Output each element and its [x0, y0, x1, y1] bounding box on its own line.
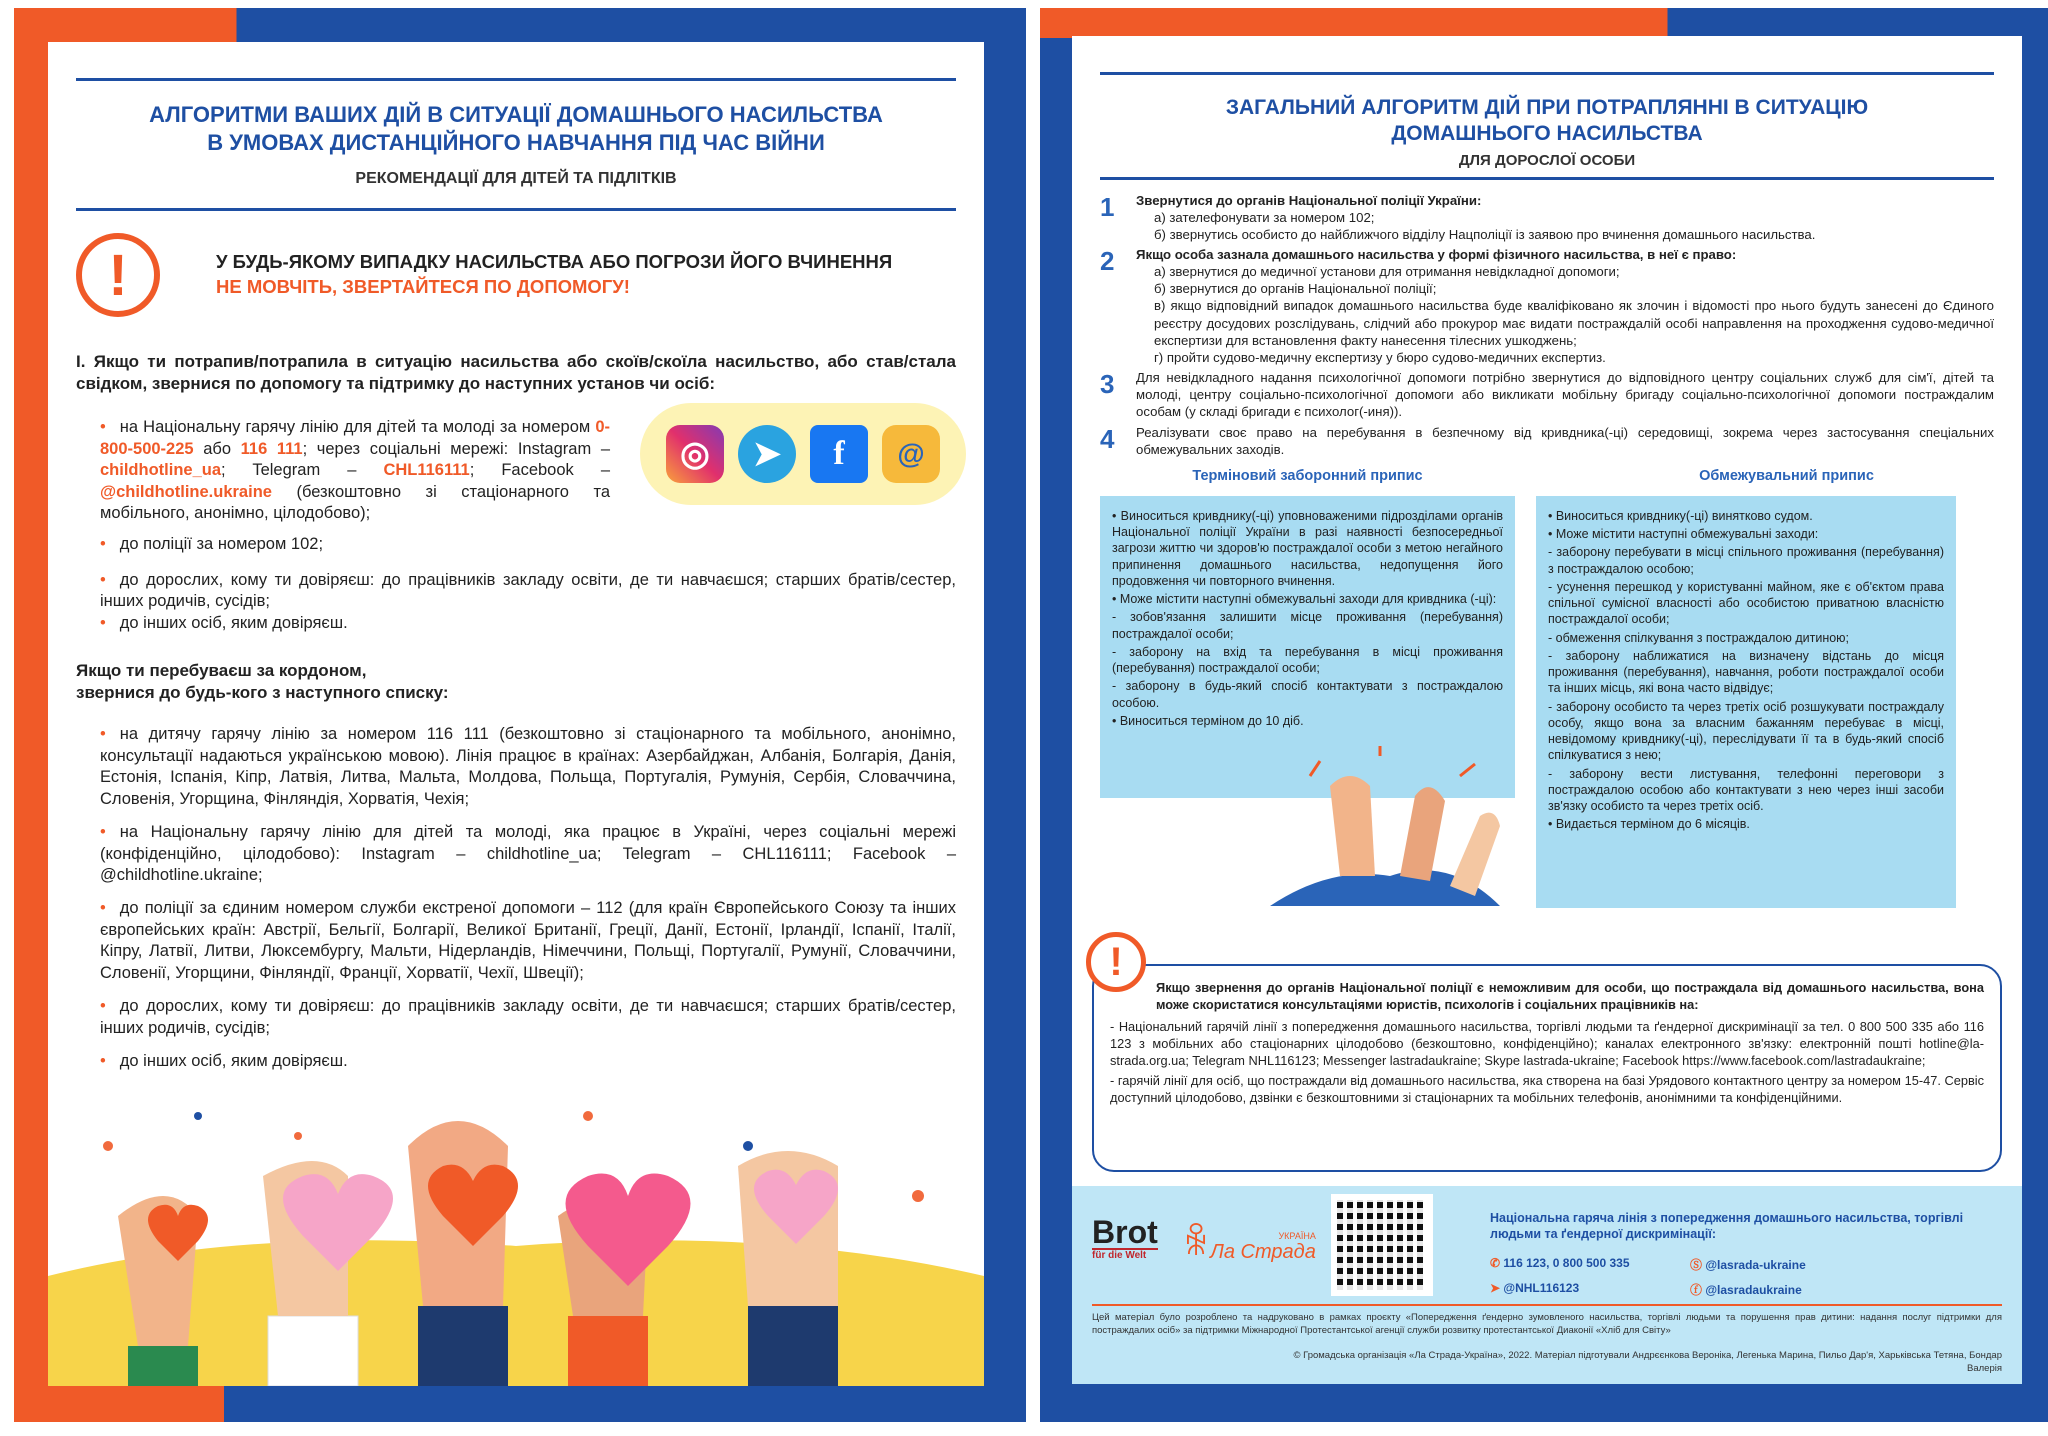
- step-number: 2: [1100, 245, 1115, 276]
- top-stripe: [1040, 8, 2048, 38]
- telegram-contact[interactable]: ➤ @NHL116123: [1490, 1281, 1580, 1295]
- phone-icon: ✆: [1490, 1256, 1504, 1270]
- col2-line: • Виноситься кривднику(-ці) винятково судом.: [1548, 508, 1813, 523]
- right-poster: [1040, 8, 2048, 1422]
- left-title: [48, 101, 984, 156]
- alert-block: [76, 233, 984, 317]
- left-subtitle: РЕКОМЕНДАЦІЇ ДЛЯ ДІТЕЙ ТА ПІДЛІТКІВ: [355, 170, 677, 187]
- instagram-link[interactable]: childhotline_ua: [100, 461, 222, 480]
- step-item: [1100, 369, 1994, 420]
- phone-contact[interactable]: ✆ 116 123, 0 800 500 335: [1490, 1256, 1630, 1270]
- notice-box: [1092, 939, 2002, 1172]
- step-item: [1100, 192, 1994, 243]
- abroad-heading: Якщо ти перебуваєш за кордоном, звернися до будь-кого з наступного списку:: [76, 661, 449, 703]
- step-line: а) звернутися до медичної установи для отримання невідкладної допомоги;: [1154, 264, 1620, 280]
- notice-paragraph-1: - Національний гарячій лінії з попередження домашнього насильства, торгівлі людьми та ґендерної дискримінації за тел. 0 800 500 335 або 116 123 з мобільних або стаціонарних цілодобово (безкоштовно, конфіденційно); каналах електронного зв'язку: електронній пошті hotline@la-strada.org.ua; Telegram NHL116123; Messenger lastradaukraine; Skype lastrada-ukraine; Facebook https://www.facebook.com/lastradaukraine;: [1110, 1019, 1984, 1068]
- telegram-link[interactable]: CHL116111: [383, 461, 470, 480]
- footer-hotline-title: Національна гаряча лінія з попередження домашнього насильства, торгівлі людьми та ґендерної дискримінації:: [1490, 1211, 1964, 1242]
- instagram-icon[interactable]: ◎: [666, 425, 724, 483]
- step-number: 1: [1100, 191, 1115, 222]
- col2-line: - заборону перебувати в місці спільного проживання (перебування) з постраждалою особою;: [1548, 545, 1944, 576]
- email-icon[interactable]: @: [882, 425, 940, 483]
- abroad-item: • до поліції за єдиним номером служби екстреної допомоги – 112 (для країн Європейського Союзу та інших європейських країн: Австрії, Бельгії, Болгарії, Великої Британії, Греції, Данії, Естонії, Ірландії, Іспанії, Італії, Кіпру, Латвії, Литви, Люксембургу, Мальти, Нідерландів, Німеччини, Польщі, Португалії, Румунії, Словаччини, Словенії, Угорщини, Фінляндії, Франції, Хорватії, Чехії, Швеції);: [100, 899, 956, 982]
- notice-paragraph-2: - гарячій лінії для осіб, що постраждали від домашнього насильства, яка створена на базі Урядового контактного центру за номером 15-47. Сервіс доступний цілодобово, дзвінки є безкоштовними зі стаціонарних та мобільних телефонів, анонімними та конфіденційними.: [1110, 1073, 1984, 1105]
- police-item: • до поліції за номером 102;: [100, 535, 324, 554]
- hands-illustration: [1250, 746, 1520, 916]
- restraining-order-box: [1536, 496, 1956, 908]
- facebook-icon: ⓕ: [1690, 1283, 1706, 1297]
- mid-rule: [1100, 177, 1994, 180]
- hotline-item: • на Національну гарячу лінію для дітей та молоді за номером 0-800-500-225 або 116 111; через соціальні мережі: Instagram – childhotline_ua; Telegram – CHL116111; Facebook – @childhotline.ukraine (безкоштовно зі стаціонарного та мобільного, анонімно, цілодобово);: [100, 418, 610, 522]
- right-sheet: [1072, 36, 2022, 1384]
- step-item: [1100, 424, 1994, 458]
- col2-line: - заборону вести листування, телефонні переговори з постраждалою особою або контактувати з нею через інші засоби зв'язку особисто та через третіх осіб.: [1548, 766, 1944, 814]
- left-poster: [14, 8, 1026, 1422]
- top-rule: [1100, 72, 1994, 75]
- steps-list: [1100, 192, 1994, 458]
- notice-heading: Якщо звернення до органів Національної поліції є неможливим для особи, що постраждала від домашнього насильства, вона може скористатися консультаціями юристів, психологів і соціальних працівників на:: [1156, 980, 1984, 1012]
- others-item: • до інших осіб, яким довіряєш.: [100, 613, 348, 632]
- col1-line: • Виноситься кривднику(-ці) уповноваженими підрозділами органів Національної поліції України в разі наявності безпосередньої загрози життю чи здоров'ю постраждалої особи з метою негайного припинення домашнього насильства, недопущення його продовження чи повторного вчинення.: [1112, 508, 1503, 588]
- step-heading: Якщо особа зазнала домашнього насильства у формі фізичного насильства, в неї є право:: [1136, 246, 1737, 262]
- step-number: 4: [1100, 423, 1115, 454]
- alert-line-2: НЕ МОВЧІТЬ, ЗВЕРТАЙТЕСЯ ПО ДОПОМОГУ!: [216, 276, 630, 297]
- exclamation-icon: !: [1086, 932, 1146, 992]
- exclamation-icon: !: [76, 233, 160, 317]
- footer-rule: [1092, 1304, 2002, 1306]
- abroad-item: • до інших осіб, яким довіряєш.: [100, 1052, 348, 1070]
- step-heading: Звернутися до органів Національної поліції України:: [1136, 192, 1482, 208]
- facebook-icon[interactable]: f: [810, 425, 868, 483]
- step-item: [1100, 246, 1994, 366]
- col2-line: - заборону особисто та через третіх осіб розшукувати постраждалу особу, якщо вона за власним бажанням перебуває в місці, невідомому кривднику(-ці), переслідувати її та в будь-який спосіб спілкуватися з нею;: [1548, 699, 1944, 763]
- hotline-list: [100, 417, 956, 634]
- top-rule: [76, 78, 956, 81]
- step-line: б) звернутися до органів Національної поліції;: [1154, 281, 1437, 297]
- title-line-2: В УМОВАХ ДИСТАНЦІЙНОГО НАВЧАННЯ ПІД ЧАС ВІЙНИ: [207, 129, 825, 155]
- alert-line-1: У БУДЬ-ЯКОМУ ВИПАДКУ НАСИЛЬСТВА АБО ПОГРОЗИ ЙОГО ВЧИНЕННЯ: [216, 251, 893, 273]
- urgent-order-title: Терміновий заборонний припис: [1192, 467, 1423, 484]
- copyright-text: © Громадська організація «Ла Страда-Україна», 2022. Матеріал підготували Андрєєнкова Вероніка, Легенька Марина, Пильо Дар'я, Харьківська Тетяна, Бондар Валерія: [1293, 1350, 2002, 1374]
- restraining-order-title: Обмежувальний припис: [1699, 467, 1874, 484]
- col1-line: • Виноситься терміном до 10 діб.: [1112, 713, 1304, 728]
- step-line: Реалізувати своє право на перебування в безпечному від кривдника(-ці) середовищі, зокрема через застосування спеціальних обмежувальних заходів.: [1136, 424, 1994, 457]
- top-stripe: [14, 8, 1026, 42]
- adults-item: • до дорослих, кому ти довіряєш: до працівників закладу освіти, де ти навчаєшся; старших братів/сестер, інших родичів, сусідів;: [100, 570, 956, 611]
- la-strada-logo: ꆜ УКРАЇНА Ла Страда: [1182, 1216, 1316, 1264]
- step-line: г) пройти судово-медичну експертизу у бюро судово-медичних експертиз.: [1154, 349, 1606, 365]
- abroad-list: [100, 724, 956, 1072]
- skype-contact[interactable]: Ⓢ @lasrada-ukraine: [1690, 1258, 1806, 1272]
- col2-line: - обмеження спілкування з постраждалою дитиною;: [1548, 630, 1850, 645]
- hotline-number-2: 116 111: [240, 439, 303, 458]
- orders-columns: [1100, 496, 1994, 916]
- abroad-item: • на Національну гарячу лінію для дітей та молоді, яка працює в Україні, через соціальні мережі (конфіденційно, цілодобово): Instagram – childhotline_ua; Telegram – CHL116111; Facebook – @childhotline.ukraine;: [100, 823, 956, 884]
- qr-code[interactable]: [1337, 1200, 1427, 1290]
- footer: [1072, 1186, 2022, 1384]
- social-icons: [640, 403, 966, 505]
- telegram-icon: ➤: [1490, 1281, 1504, 1295]
- col1-line: - заборону на вхід та перебування в місці проживання (перебування) постраждалої особи;: [1112, 644, 1503, 676]
- right-subtitle: ДЛЯ ДОРОСЛОЇ ОСОБИ: [1458, 151, 1636, 169]
- step-line: в) якщо відповідний випадок домашнього насильства буде кваліфіковано як злочин і відомості про нього будуть занесені до Єдиного реєстру досудових розслідувань, слідчий або прокурор має видати постраждалій особі направлення на проходження судово-медичної експертизи для встановлення факту нанесення тілесних ушкоджень;: [1154, 298, 1994, 348]
- abroad-item: • на дитячу гарячу лінію за номером 116 111 (безкоштовно зі стаціонарного та мобільного, анонімно, консультації надаються українською мовою). Лінія працює в країнах: Азербайджан, Албанія, Болгарія, Данія, Естонія, Іспанія, Кіпр, Латвія, Литва, Мальта, Молдова, Польща, Португалія, Румунія, Сербія, Словаччина, Словенія, Угорщина, Фінляндія, Хорватія, Чехія;: [100, 725, 956, 808]
- facebook-link[interactable]: @childhotline.ukraine: [100, 482, 272, 501]
- title-line-2: ДОМАШНЬОГО НАСИЛЬСТВА: [1391, 122, 1703, 146]
- step-number: 3: [1100, 369, 1115, 400]
- col2-line: • Може містити наступні обмежувальні заходи:: [1548, 527, 1819, 542]
- title-line-1: ЗАГАЛЬНИЙ АЛГОРИТМ ДІЙ ПРИ ПОТРАПЛЯННІ В СИТУАЦІЮ: [1225, 96, 1869, 119]
- step-line: б) звернутись особисто до найближчого відділу Нацполіції із заявою про вчинення домашнього насильства.: [1154, 226, 1816, 242]
- contacts: [1490, 1256, 1990, 1298]
- col1-line: - зобов'язання залишити місце проживання (перебування) постраждалої особи;: [1112, 610, 1503, 641]
- right-title: [1072, 95, 2022, 148]
- title-line-1: АЛГОРИТМИ ВАШИХ ДІЙ В СИТУАЦІЇ ДОМАШНЬОГО НАСИЛЬСТВА: [149, 102, 883, 127]
- col2-line: - заборону наближатися на визначену відстань до місця проживання (перебування), навчання, роботи постраждалої особи та інших місць, які вона часто відвідує;: [1548, 648, 1944, 696]
- orders-titles: [1100, 468, 1994, 484]
- col2-line: - усунення перешкод у користуванні майном, яке є об'єктом права спільної сумісної власності або особистою приватною власністю постраждалої особи;: [1548, 579, 1944, 627]
- section-1-heading: І. Якщо ти потрапив/потрапила в ситуацію насильства або скоїв/скоїла насильство, або став/стала свідком, звернися по допомогу та підтримку до наступних установ чи осіб:: [76, 352, 956, 394]
- hands-hearts-illustration: [48, 1076, 984, 1386]
- col1-line: • Може містити наступні обмежувальні заходи для кривдника (-ці):: [1112, 592, 1497, 607]
- skype-icon: Ⓢ: [1690, 1258, 1706, 1272]
- person-icon: ꆜ: [1182, 1222, 1211, 1263]
- facebook-contact[interactable]: ⓕ @lasradaukraine: [1690, 1283, 1802, 1297]
- col1-line: - заборону в будь-який спосіб контактувати з постраждалою особою.: [1112, 679, 1503, 710]
- step-line: Для невідкладного надання психологічної допомоги потрібно звернутися до відповідного центру соціальних служб для сім'ї, дітей та молоді, центру соціально-психологічної допомоги або викликати мобільну бригаду соціально-психологічної допомоги постраждалим особам (у складі бригади є психолог(-иня)).: [1136, 370, 1994, 420]
- credit-text: Цей матеріал було розроблено та надруковано в рамках проєкту «Попередження ґендерно зумовленого насильства, торгівлі людьми та порушення прав дитини: надання послуг підтримки для постраждалих осіб» за підтримки Міжнародної Протестантської агенції служби розвитку протестантської Диаконії «Хліб для Світу»: [1092, 1312, 2002, 1336]
- abroad-item: • до дорослих, кому ти довіряєш: до працівників закладу освіти, де ти навчаєшся; старших братів/сестер, інших родичів, сусідів;: [100, 997, 956, 1037]
- alert-text: [216, 250, 892, 300]
- mid-rule: [76, 208, 956, 211]
- brot-logo: Brot für die Welt: [1092, 1214, 1158, 1261]
- left-sheet: [48, 42, 984, 1386]
- col2-line: • Видається терміном до 6 місяців.: [1548, 817, 1750, 832]
- hotline-number-1: 0-800-500-225: [100, 418, 610, 458]
- telegram-icon[interactable]: ➤: [738, 425, 796, 483]
- step-line: а) зателефонувати за номером 102;: [1154, 209, 1375, 225]
